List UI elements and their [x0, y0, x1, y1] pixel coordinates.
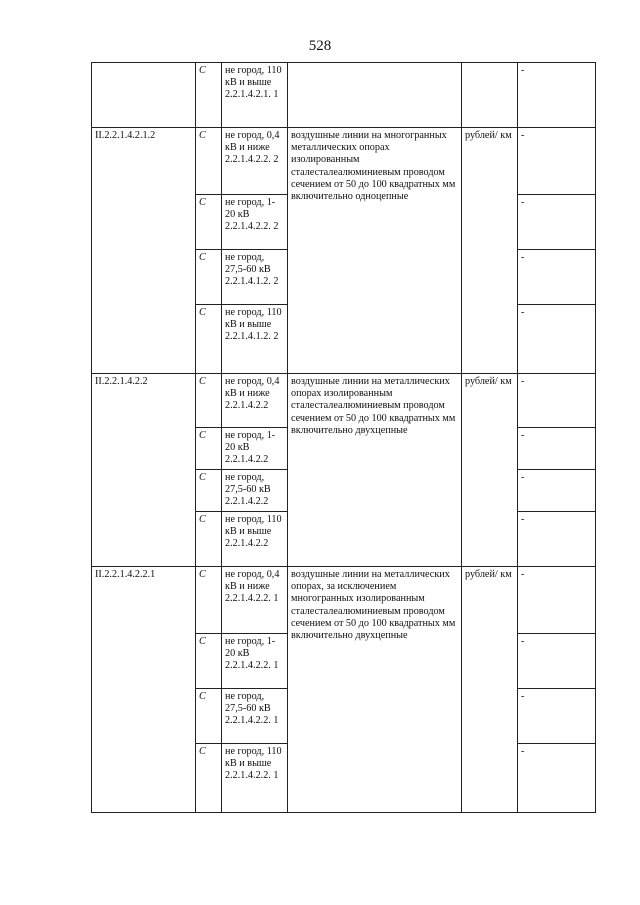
value-cell: -	[518, 634, 596, 689]
code-cell: II.2.2.1.4.2.2.1	[92, 567, 196, 813]
flag-cell: С	[196, 689, 222, 744]
condition-cell: не город, 1-20 кВ 2.2.1.4.2.2. 1	[222, 634, 288, 689]
flag-cell: С	[196, 195, 222, 250]
flag-cell: С	[196, 128, 222, 195]
unit-cell: рублей/ км	[462, 128, 518, 374]
description-cell: воздушные линии на металлических опорах изолированным сталесталеалюминиевым проводом сечением от 50 до 100 квадратных мм включительно двухцепные	[288, 374, 462, 567]
unit-cell: рублей/ км	[462, 567, 518, 813]
flag-cell: С	[196, 744, 222, 813]
condition-cell: не город, 1-20 кВ 2.2.1.4.2.2. 2	[222, 195, 288, 250]
code-cell	[92, 63, 196, 128]
value-cell: -	[518, 250, 596, 305]
condition-cell: не город, 0,4 кВ и ниже 2.2.1.4.2.2. 1	[222, 567, 288, 634]
table-row	[92, 128, 596, 195]
value-cell: -	[518, 374, 596, 428]
condition-cell: не город, 0,4 кВ и ниже 2.2.1.4.2.2. 2	[222, 128, 288, 195]
code-cell: II.2.2.1.4.2.2	[92, 374, 196, 567]
value-cell: -	[518, 305, 596, 374]
value-cell: -	[518, 128, 596, 195]
code-cell: II.2.2.1.4.2.1.2	[92, 128, 196, 374]
value-cell: -	[518, 428, 596, 470]
table-row	[92, 567, 596, 634]
table-row	[92, 63, 596, 128]
flag-cell: С	[196, 470, 222, 512]
flag-cell: С	[196, 428, 222, 470]
condition-cell: не город, 110 кВ и выше 2.2.1.4.2.1. 1	[222, 63, 288, 128]
value-cell: -	[518, 567, 596, 634]
flag-cell: С	[196, 512, 222, 567]
flag-cell: С	[196, 567, 222, 634]
description-cell: воздушные линии на металлических опорах, за исключением многогранных изолированным сталесталеалюминиевым проводом сечением от 50 до 100 квадратных мм включительно двухцепные	[288, 567, 462, 813]
flag-cell: С	[196, 634, 222, 689]
condition-cell: не город, 27,5-60 кВ 2.2.1.4.1.2. 2	[222, 250, 288, 305]
unit-cell	[462, 63, 518, 128]
condition-cell: не город, 0,4 кВ и ниже 2.2.1.4.2.2	[222, 374, 288, 428]
condition-cell: не город, 110 кВ и выше 2.2.1.4.2.2. 1	[222, 744, 288, 813]
tariff-table	[91, 62, 596, 813]
value-cell: -	[518, 512, 596, 567]
value-cell: -	[518, 470, 596, 512]
value-cell: -	[518, 195, 596, 250]
flag-cell: С	[196, 374, 222, 428]
condition-cell: не город, 27,5-60 кВ 2.2.1.4.2.2	[222, 470, 288, 512]
page-number: 528	[308, 38, 332, 54]
condition-cell: не город, 27,5-60 кВ 2.2.1.4.2.2. 1	[222, 689, 288, 744]
table-row	[92, 374, 596, 428]
condition-cell: не город, 110 кВ и выше 2.2.1.4.1.2. 2	[222, 305, 288, 374]
flag-cell: С	[196, 250, 222, 305]
condition-cell: не город, 1-20 кВ 2.2.1.4.2.2	[222, 428, 288, 470]
unit-cell: рублей/ км	[462, 374, 518, 567]
condition-cell: не город, 110 кВ и выше 2.2.1.4.2.2	[222, 512, 288, 567]
value-cell: -	[518, 744, 596, 813]
flag-cell: С	[196, 63, 222, 128]
description-cell: воздушные линии на многогранных металлических опорах изолированным сталесталеалюминиевым проводом сечением от 50 до 100 квадратных мм включительно одноцепные	[288, 128, 462, 374]
flag-cell: С	[196, 305, 222, 374]
description-cell	[288, 63, 462, 128]
value-cell: -	[518, 689, 596, 744]
value-cell: -	[518, 63, 596, 128]
